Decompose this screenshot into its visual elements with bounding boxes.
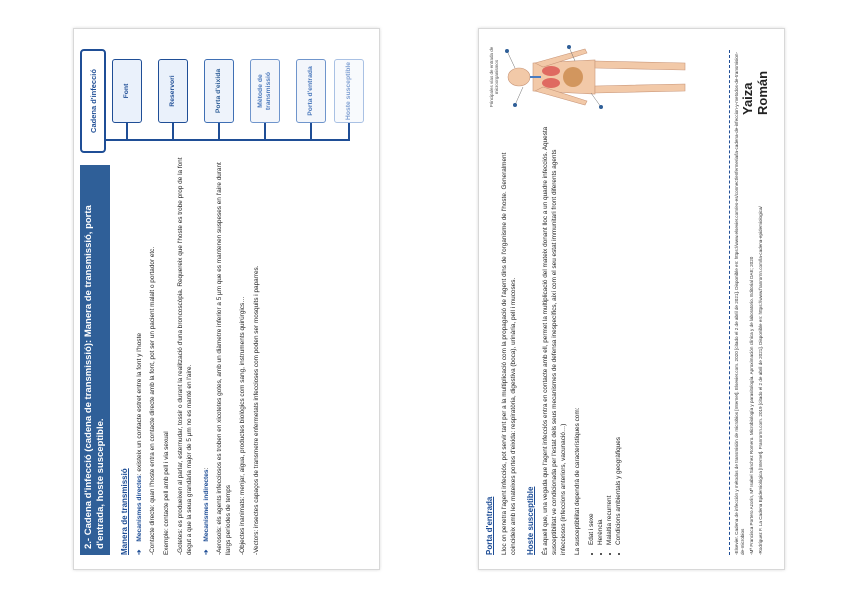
hoste-text: És aquell que, una vegada que l'agent infecciós entra en contacte amb ell, permet la multiplicació del mateix donant lloc a un quadre infecciós. Aquesta susceptibilitat ve condicionada per l'estat dels seus mecanismes de defensa inespecífics, així com el seu estat immunitari front diferents agents infecciosos (infeccions anteriors, vacunació…) — [542, 126, 567, 555]
direct-label: Mecanismes directes — [136, 475, 143, 542]
chain-connector — [106, 139, 349, 141]
page-2-content — [479, 29, 784, 569]
document-page-2 — [478, 28, 785, 570]
list-item: • Malaltia recurrent — [605, 125, 614, 545]
document-page-1 — [73, 28, 380, 570]
references — [729, 50, 767, 555]
indirect-mechanisms — [202, 157, 210, 555]
list-item: • Condicions ambientals y geogràfiques — [614, 125, 623, 545]
figure-caption: Principales vías de entrada de microorganismos — [489, 46, 499, 108]
chain-step-porta-entrada: Porta d'entrada — [296, 59, 326, 123]
reference-item: -Mª Francisca Portero Azorín, Mª Isabel Sánchez Romero. Microbiología y parasitología. Aproximación clínica y de laboratorio. Editorial DAE; 2020 — [749, 256, 754, 555]
susc-intro: La susceptibilitat dependrà de característiques com: — [574, 407, 581, 555]
manera-heading: Manera de transmissió — [120, 468, 129, 555]
list-item: • Edat i sexe — [587, 125, 596, 545]
hoste-heading: Hoste susceptible — [526, 486, 535, 555]
porta-text: Lloc on penetra l'agent infecciós, pot servir tant per a la multiplicació com la propagació de l'agent dins de l'organisme de l'hoste. Generalment coincideix amb les mateixes portes d'eixida: respiratòria, digestiva (boca), urinària, pell i mucoses. — [501, 152, 517, 555]
chain-step-reservori: Reservori — [158, 59, 188, 123]
direct-line: Exemple: contacte pell amb pell i via sexual — [163, 431, 170, 555]
direct-line: -Gotetes: es produeixen al parlar, esternudar, tossir o durant la realització d'una broncoscòpia. Requereix que l'hoste es trobe prop de la font degut a que la seua grandària major de 5 µm no es manté en l'aire. — [177, 157, 193, 555]
chain-step-hoste: Hoste susceptible — [334, 59, 364, 123]
list-item: • Herència — [596, 125, 605, 545]
direct-line: -Contacte directe: quan l'hoste entra en contacte directe amb la font, pot ser un pacient malalt o portador etc. — [149, 246, 156, 555]
chain-step-metode: Mètode de transmissió — [250, 59, 280, 123]
chain-elbow — [218, 123, 220, 141]
chain-step-font: Font — [112, 59, 142, 123]
reference-item: -Rodríguez F. La Cadena Epidemiológica [Internet]. Franrornn.com. 2019 [citado el 2 de abril de 2021]. Disponible en: https://www.franrornn.com/la-cadena-epidemiologica/ — [758, 206, 763, 555]
human-body-illustration — [485, 37, 721, 117]
author-name: Yaiza Román — [740, 70, 770, 115]
section-banner: 2.- Cadena d'infecció (cadena de transmissió): Manera de transmissió, porta d'entrada, hoste susceptible. — [80, 165, 110, 555]
susc-list — [587, 125, 623, 555]
chain-head: Cadena d'infecció — [80, 49, 106, 153]
indirect-line: -Objectes inanimats: menjar, aigua, productes biològics com sang, instruments quirúrgics… — [239, 296, 246, 555]
body-entry-figure — [485, 37, 721, 117]
chain-elbow — [348, 123, 350, 141]
chain-elbow — [264, 123, 266, 141]
page-1-content — [74, 29, 379, 569]
indirect-line: -Vectors: insectes capaços de transmetre enfermetats infeccioses com poden ser mosquits i paparres. — [253, 265, 260, 555]
direct-desc: : existeix un contacte estret entre la font y l'hoste — [136, 332, 143, 476]
indirect-label: Mecanismes indirectes — [203, 469, 210, 542]
transmission-body — [120, 157, 370, 555]
chain-elbow — [310, 123, 312, 141]
indirect-line: -Aerosols: els agents infecciosos es troben en xicotetes gotes, amb un diàmetre inferior a 5 µm que es mantenen suspeses en l'aire durant llargs períodes de temps — [216, 162, 232, 555]
reference-item: -Elsevier. Cadena de infección y métodos de transmisión de microbios [Internet]. Elsevier.com. 2020 [citado el 2 de abril de 2021]. Disponible en: https://www.elsevier.com/es-es/connect/enfermeria/la-cadena-de-infeccion-y-metodos-de-transmision-de-microbios — [734, 51, 745, 555]
arrow-right-icon: ➔ — [136, 549, 143, 555]
indirect-desc: : — [203, 467, 210, 470]
chain-step-porta-eixida: Porta d'eixida — [204, 59, 234, 123]
chain-elbow — [172, 123, 174, 141]
porta-heading: Porta d'entrada — [485, 496, 494, 555]
direct-mechanisms — [135, 157, 143, 555]
arrow-right-icon: ➔ — [203, 549, 210, 555]
chain-of-infection-diagram — [80, 35, 380, 153]
chain-elbow — [126, 123, 128, 141]
